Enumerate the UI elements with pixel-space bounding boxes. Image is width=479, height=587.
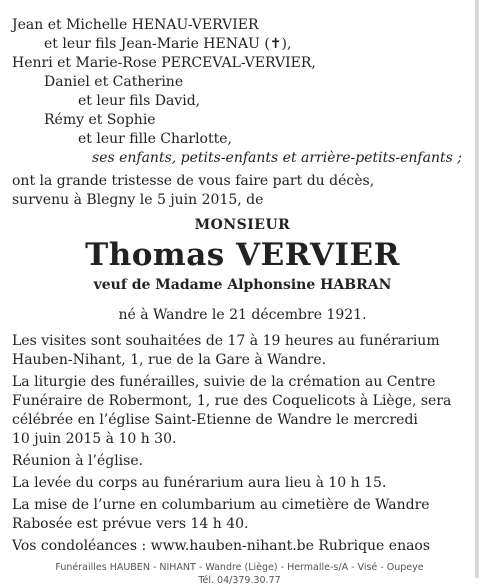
visits-line: Les visites sont souhaitées de 17 à 19 heures au funérarium <box>12 333 440 349</box>
widower-of: veuf de Madame Alphonsine HABRAN <box>93 277 392 293</box>
footer-line: Funérailles HAUBEN - NIHANT - Wandre (Liège) - Hermalle-s/A - Visé - Oupeye <box>55 562 424 573</box>
announcement-line: survenu à Blegny le 5 juin 2015, de <box>12 192 264 208</box>
family-line: Henri et Marie-Rose PERCEVAL-VERVIER, <box>12 55 316 71</box>
announcement-line: ont la grande tristesse de vous faire part du décès, <box>12 173 375 189</box>
family-line: et leur fils David, <box>78 93 201 109</box>
honorific-title: MONSIEUR <box>194 217 291 233</box>
urn-paragraph <box>12 496 473 534</box>
visits-paragraph <box>12 332 473 370</box>
urn-line: La mise de l’urne en columbarium au cimetière de Wandre <box>12 497 430 513</box>
funeral-home-footer <box>12 561 473 587</box>
meeting-line: Réunion à l’église. <box>12 453 144 469</box>
liturgy-line: 10 juin 2015 à 10 h 30. <box>12 431 177 447</box>
family-line: Jean et Michelle HENAU-VERVIER <box>12 17 259 33</box>
birth-info: né à Wandre le 21 décembre 1921. <box>118 307 367 323</box>
footer-phone: Tél. 04/379.30.77 <box>198 575 281 586</box>
levee-line: La levée du corps au funérarium aura lieu à 10 h 15. <box>12 475 387 491</box>
family-line: et leur fils Jean-Marie HENAU (✝), <box>44 36 292 52</box>
liturgy-line: La liturgie des funérailles, suivie de la crémation au Centre <box>12 374 436 390</box>
right-border <box>475 0 479 578</box>
family-line: Rémy et Sophie <box>44 112 156 128</box>
urn-line: Rabosée est prévue vers 14 h 40. <box>12 516 249 532</box>
liturgy-line: Funéraire de Robermont, 1, rue des Coquelicots à Liège, sera <box>12 393 452 409</box>
family-line-descendants: ses enfants, petits-enfants et arrière-petits-enfants ; <box>92 150 462 166</box>
family-line: Daniel et Catherine <box>44 74 184 90</box>
visits-line: Hauben-Nihant, 1, rue de la Gare à Wandre. <box>12 352 327 368</box>
family-list <box>12 16 473 168</box>
family-line: et leur fille Charlotte, <box>78 131 232 147</box>
condolences-line: Vos condoléances : www.hauben-nihant.be Rubrique enaos <box>12 538 431 554</box>
liturgy-paragraph <box>12 373 473 449</box>
deceased-name: Thomas VERVIER <box>85 237 400 273</box>
liturgy-line: célébrée en l’église Saint-Etienne de Wandre le mercredi <box>12 412 418 428</box>
announcement <box>12 172 473 210</box>
